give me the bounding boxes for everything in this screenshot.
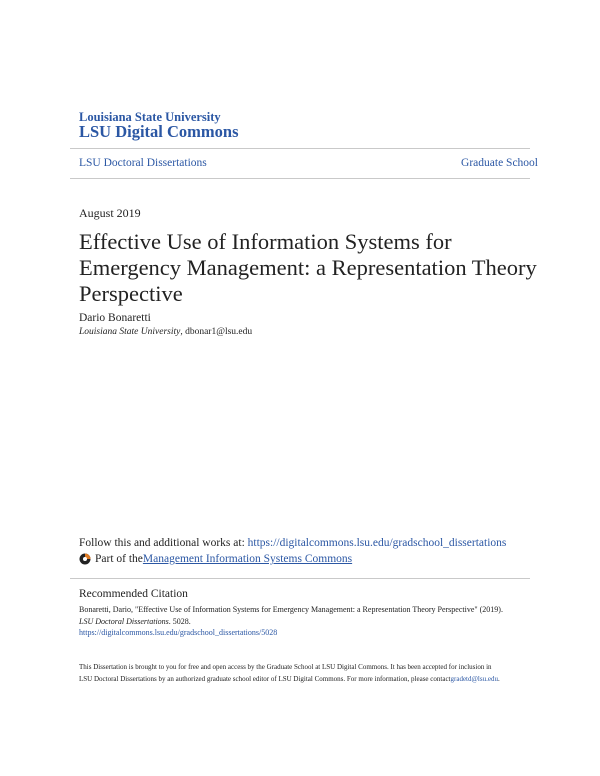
- part-of-line: [79, 553, 352, 565]
- follow-line: [79, 537, 506, 549]
- part-of-label: Part of the: [95, 553, 143, 565]
- follow-label: Follow this and additional works at:: [79, 537, 248, 549]
- recommended-citation-heading: Recommended Citation: [79, 588, 188, 600]
- nav-link-graduate-school[interactable]: Graduate School: [461, 157, 538, 169]
- divider-citation: [70, 578, 530, 579]
- citation-block: [79, 604, 539, 639]
- footer-notice: [79, 661, 539, 685]
- publication-date: August 2019: [79, 206, 141, 220]
- citation-line-2: [79, 616, 539, 628]
- university-name: Louisiana State University: [79, 110, 221, 124]
- author-email: , dbonar1@lsu.edu: [180, 327, 253, 337]
- citation-series: LSU Doctoral Dissertations: [79, 616, 169, 626]
- footer-end: .: [497, 675, 500, 683]
- dissertation-title: Effective Use of Information Systems for Emergency Management: a Representation Theory Perspective: [79, 229, 537, 306]
- nav-link-doctoral-dissertations[interactable]: LSU Doctoral Dissertations: [79, 157, 207, 169]
- bepress-commons-icon: [79, 553, 91, 565]
- follow-url-link[interactable]: https://digitalcommons.lsu.edu/gradschool_dissertations: [247, 537, 507, 549]
- affiliation-name: Louisiana State University: [79, 327, 181, 337]
- footer-line-1: This Dissertation is brought to you for free and open access by the Graduate School at LSU Digital Commons. It has been accepted for inclusion in: [79, 663, 492, 671]
- commons-link[interactable]: Management Information Systems Commons: [142, 553, 353, 565]
- citation-url-link[interactable]: https://digitalcommons.lsu.edu/gradschool_dissertations/5028: [79, 628, 278, 637]
- contact-email-link[interactable]: gradetd@lsu.edu: [450, 675, 498, 683]
- divider-bottom: [70, 178, 530, 179]
- digital-commons-title[interactable]: LSU Digital Commons: [79, 122, 239, 141]
- footer-line-2: [79, 673, 539, 685]
- citation-line-1: Bonaretti, Dario, "Effective Use of Information Systems for Emergency Management: a Representation Theory Perspective" (2019).: [79, 605, 503, 614]
- author-affiliation: [79, 327, 252, 337]
- footer-line-2-text: LSU Doctoral Dissertations by an authorized graduate school editor of LSU Digital Commons. For more information, please contact: [79, 675, 451, 683]
- divider-top: [70, 148, 530, 149]
- citation-number: . 5028.: [168, 616, 191, 626]
- author-name: Dario Bonaretti: [79, 312, 151, 324]
